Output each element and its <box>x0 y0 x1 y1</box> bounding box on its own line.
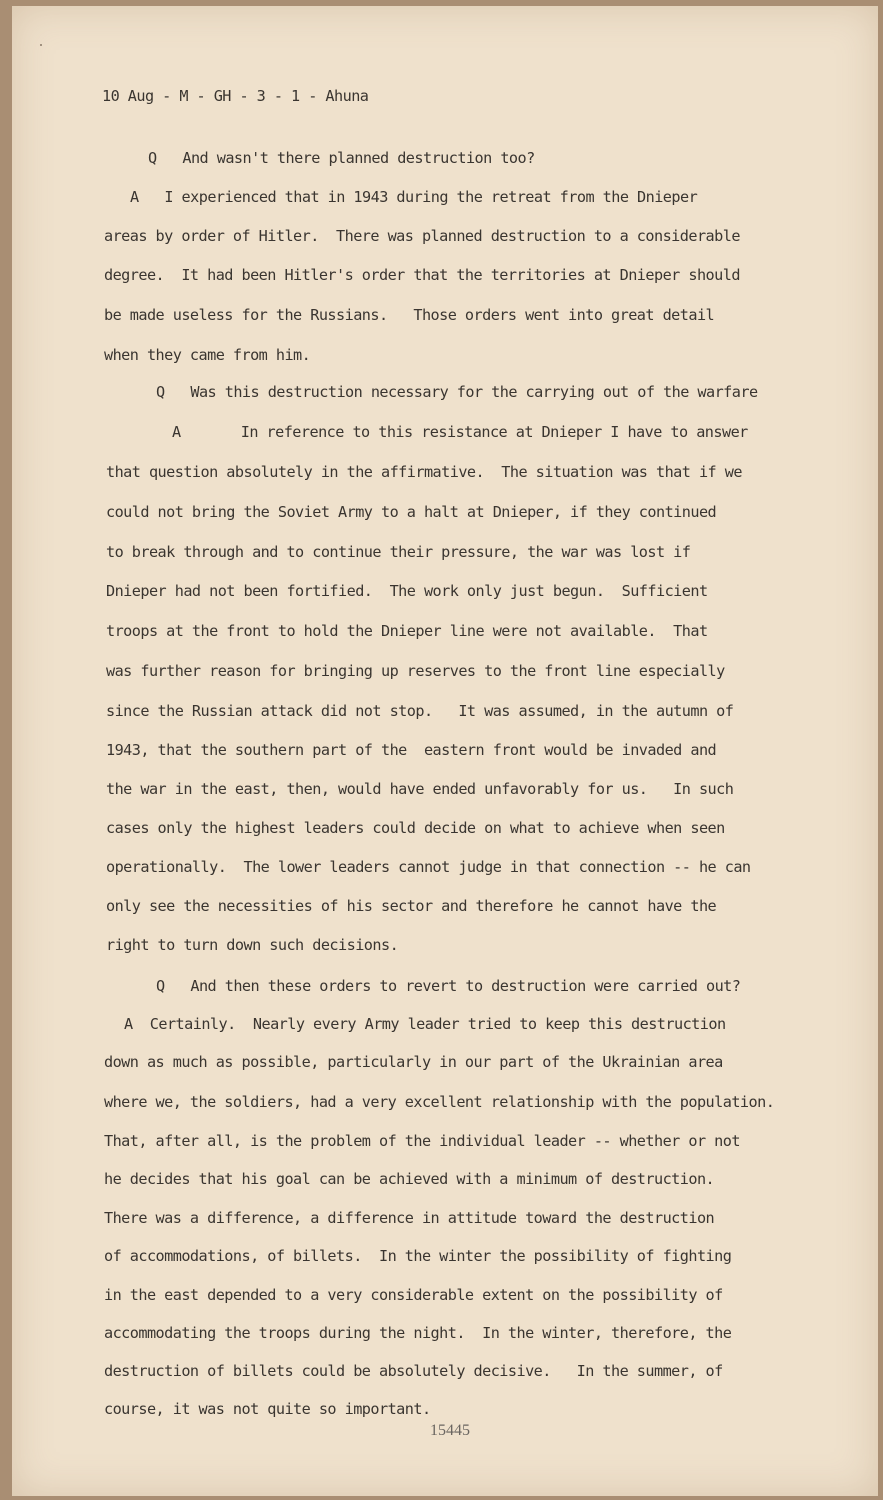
answer-line: A Certainly. Nearly every Army leader tried to keep this destruction <box>124 1015 726 1033</box>
text-line: in the east depended to a very considerable extent on the possibility of <box>104 1286 723 1304</box>
answer-line: A In reference to this resistance at Dnieper I have to answer <box>172 423 748 441</box>
text-line: destruction of billets could be absolutely decisive. In the summer, of <box>104 1362 723 1380</box>
text-line: There was a difference, a difference in attitude toward the destruction <box>104 1209 715 1227</box>
text-line: was further reason for bringing up reserves to the front line especially <box>106 662 725 680</box>
text-line: degree. It had been Hitler's order that the territories at Dnieper should <box>104 266 740 284</box>
text-line: when they came from him. <box>104 346 311 364</box>
text-line: down as much as possible, particularly in our part of the Ukrainian area <box>104 1053 723 1071</box>
page-number: 15445 <box>430 1422 470 1439</box>
text-line: cases only the highest leaders could decide on what to achieve when seen <box>106 819 725 837</box>
text-line: of accommodations, of billets. In the winter the possibility of fighting <box>104 1247 732 1265</box>
text-line: areas by order of Hitler. There was planned destruction to a considerable <box>104 227 740 245</box>
text-line: only see the necessities of his sector and therefore he cannot have the <box>106 897 717 915</box>
text-line: troops at the front to hold the Dnieper line were not available. That <box>106 622 708 640</box>
text-line: the war in the east, then, would have ended unfavorably for us. In such <box>106 780 734 798</box>
question-line: Q Was this destruction necessary for the carrying out of the warfare <box>156 383 758 401</box>
question-line: Q And then these orders to revert to destruction were carried out? <box>156 977 741 995</box>
text-line: could not bring the Soviet Army to a halt at Dnieper, if they continued <box>106 503 717 521</box>
text-line: be made useless for the Russians. Those orders went into great detail <box>104 306 715 324</box>
text-line: accommodating the troops during the night. In the winter, therefore, the <box>104 1324 732 1342</box>
document-header: 10 Aug - M - GH - 3 - 1 - Ahuna <box>102 87 369 105</box>
text-line: operationally. The lower leaders cannot judge in that connection -- he can <box>106 858 751 876</box>
text-line: to break through and to continue their pressure, the war was lost if <box>106 543 691 561</box>
answer-line: A I experienced that in 1943 during the retreat from the Dnieper <box>130 188 698 206</box>
text-line: he decides that his goal can be achieved with a minimum of destruction. <box>104 1170 715 1188</box>
document-page <box>12 6 878 1496</box>
text-line: that question absolutely in the affirmative. The situation was that if we <box>106 463 742 481</box>
text-line: That, after all, is the problem of the individual leader -- whether or not <box>104 1132 740 1150</box>
paper-speck <box>40 44 42 46</box>
text-line: where we, the soldiers, had a very excellent relationship with the population. <box>104 1093 775 1111</box>
text-line: since the Russian attack did not stop. It was assumed, in the autumn of <box>106 702 734 720</box>
question-line: Q And wasn't there planned destruction too? <box>148 149 535 167</box>
text-line: right to turn down such decisions. <box>106 936 399 954</box>
text-line: Dnieper had not been fortified. The work only just begun. Sufficient <box>106 582 708 600</box>
text-line: course, it was not quite so important. <box>104 1400 431 1418</box>
text-line: 1943, that the southern part of the eastern front would be invaded and <box>106 741 717 759</box>
